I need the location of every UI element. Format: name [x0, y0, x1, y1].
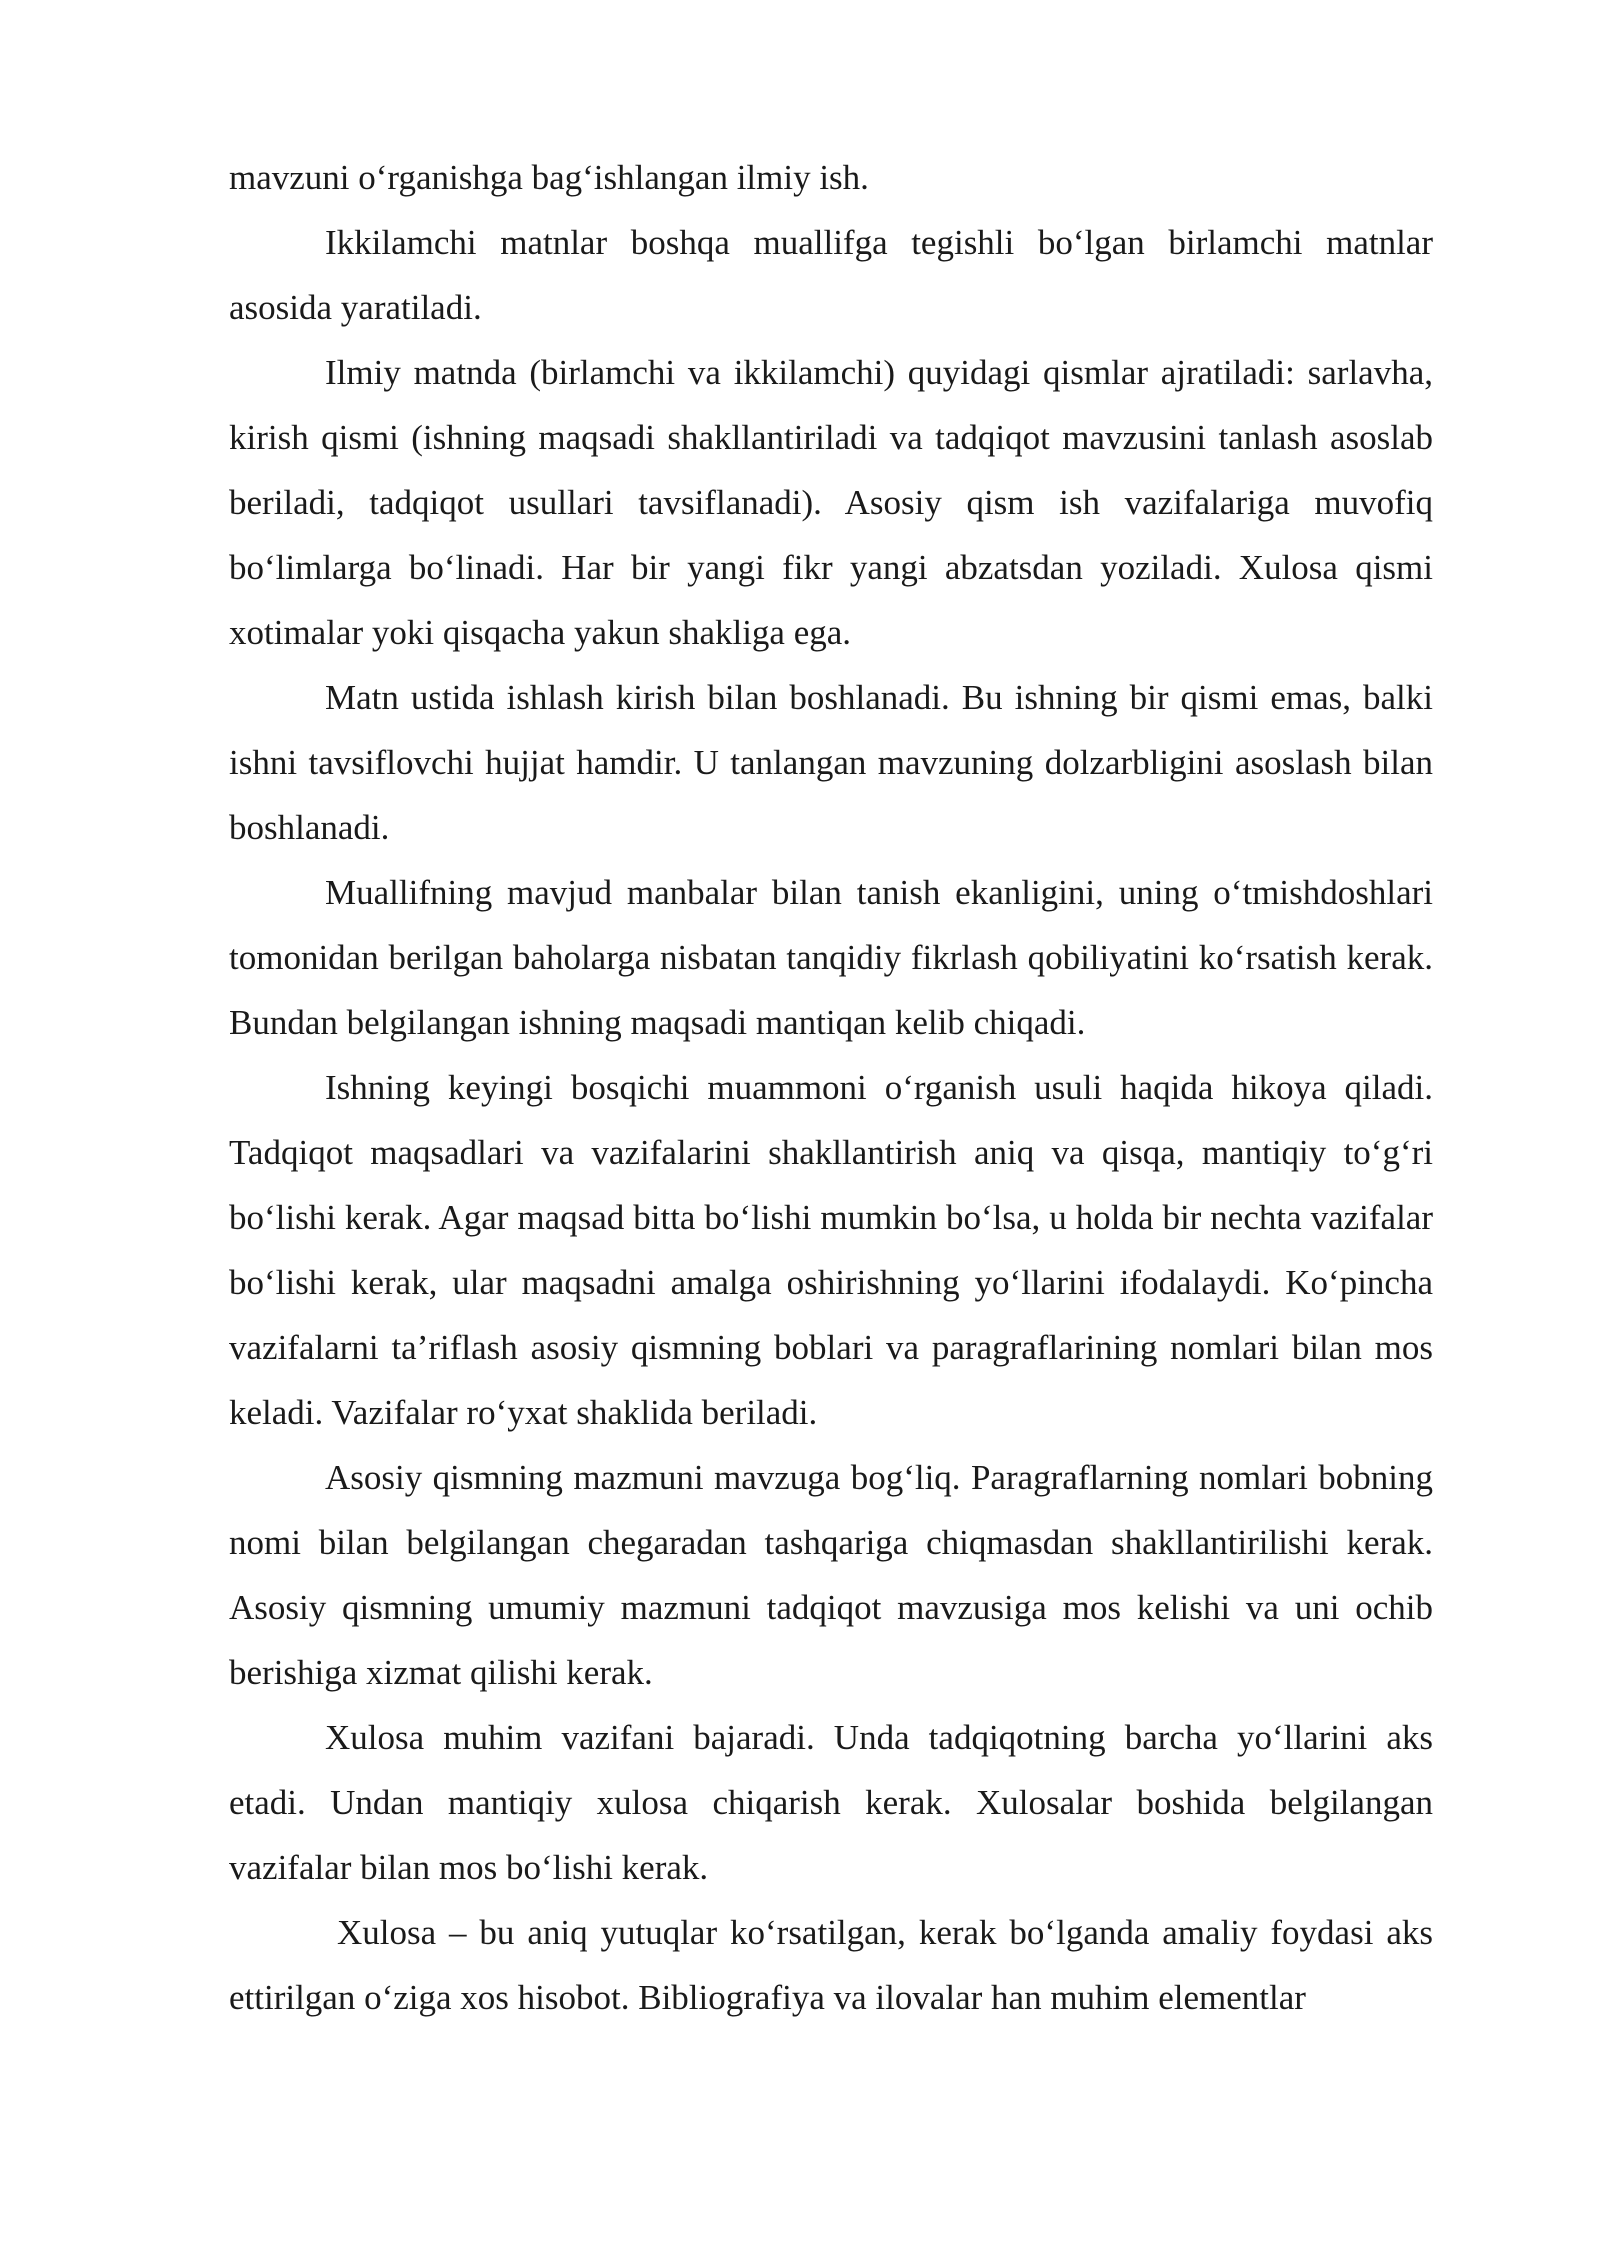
- paragraph-main-part: Asosiy qismning mazmuni mavzuga bog‘liq. Paragraflarning nomlari bobning nomi bilan belgilangan chegaradan tashqariga chiqmasdan shakllantirilishi kerak. Asosiy qismning umumiy mazmuni tadqiqot mavzusiga mos kelishi va uni ochib berishiga xizmat qilishi kerak.: [229, 1458, 1433, 1692]
- paragraph-research-method: Ishning keyingi bosqichi muammoni o‘rganish usuli haqida hikoya qiladi. Tadqiqot maqsadlari va vazifalarini shakllantirish aniq va qisqa, mantiqiy to‘g‘ri bo‘lishi kerak. Agar maqsad bitta bo‘lishi mumkin bo‘lsa, u holda bir nechta vazifalar bo‘lishi kerak, ular maqsadni amalga oshirishning yo‘llarini ifodalaydi. Ko‘pincha vazifalarni ta’riflash asosiy qismning boblari va paragraflarining nomlari bilan mos keladi. Vazifalar ro‘yxat shaklida beriladi.: [229, 1068, 1433, 1432]
- paragraph-conclusion-report: Xulosa – bu aniq yutuqlar ko‘rsatilgan, kerak bo‘lganda amaliy foydasi aks ettirilgan o‘ziga xos hisobot. Bibliografiya va ilovalar han muhim elementlar: [229, 1913, 1433, 2017]
- paragraph-continuation: mavzuni o‘rganishga bag‘ishlangan ilmiy ish.: [229, 158, 869, 197]
- paragraph-conclusion: Xulosa muhim vazifani bajaradi. Unda tadqiqotning barcha yo‘llarini aks etadi. Undan mantiqiy xulosa chiqarish kerak. Xulosalar boshida belgilangan vazifalar bilan mos bo‘lishi kerak.: [229, 1718, 1433, 1887]
- document-page: [229, 145, 1433, 2030]
- paragraph-author-sources: Muallifning mavjud manbalar bilan tanish ekanligini, uning o‘tmishdoshlari tomonidan berilgan baholarga nisbatan tanqidiy fikrlash qobiliyatini ko‘rsatish kerak. Bundan belgilangan ishning maqsadi mantiqan kelib chiqadi.: [229, 873, 1433, 1042]
- paragraph-text-structure: Ilmiy matnda (birlamchi va ikkilamchi) quyidagi qismlar ajratiladi: sarlavha, kirish qismi (ishning maqsadi shakllantiriladi va tadqiqot mavzusini tanlash asoslab beriladi, tadqiqot usullari tavsiflanadi). Asosiy qism ish vazifalariga muvofiq bo‘limlarga bo‘linadi. Har bir yangi fikr yangi abzatsdan yoziladi. Xulosa qismi xotimalar yoki qisqacha yakun shakliga ega.: [229, 353, 1433, 652]
- paragraph-secondary-texts: Ikkilamchi matnlar boshqa muallifga tegishli bo‘lgan birlamchi matnlar asosida yaratiladi.: [229, 223, 1433, 327]
- paragraph-introduction: Matn ustida ishlash kirish bilan boshlanadi. Bu ishning bir qismi emas, balki ishni tavsiflovchi hujjat hamdir. U tanlangan mavzuning dolzarbligini asoslash bilan boshlanadi.: [229, 678, 1433, 847]
